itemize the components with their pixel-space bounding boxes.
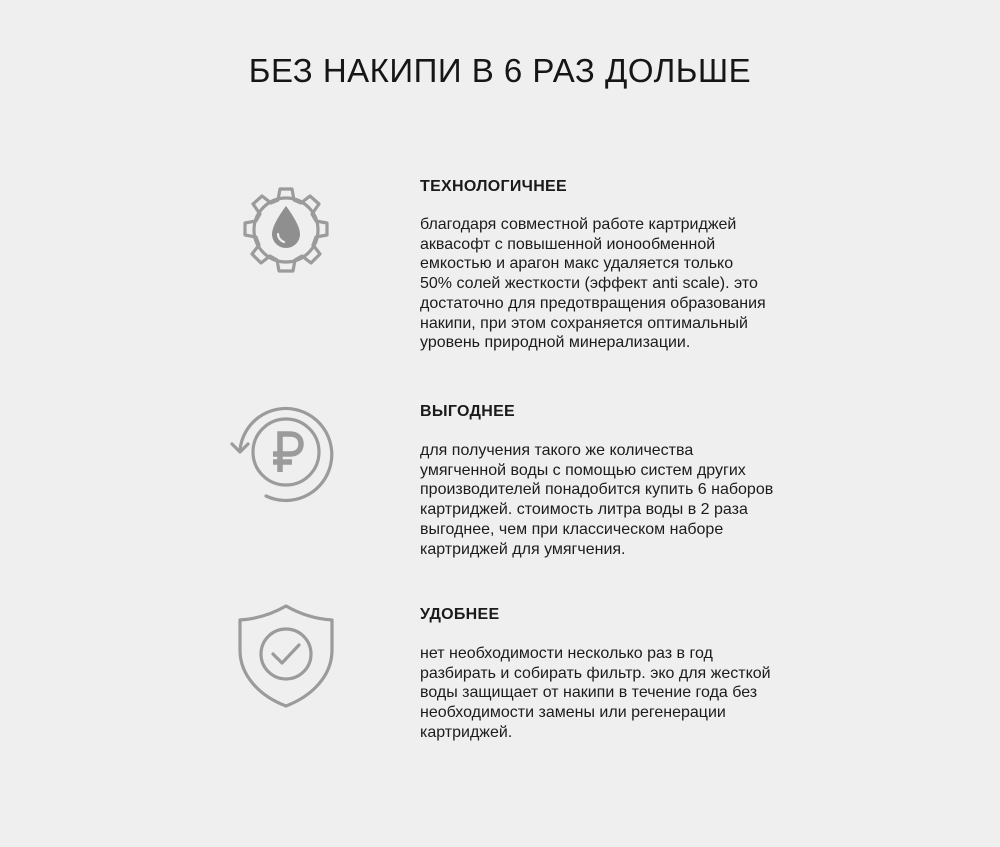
description-line: воды защищает от накипи в течение года без (420, 684, 758, 702)
description-line: аквасофт с повышенной ионообменной (420, 235, 716, 253)
shield-check-icon-svg (228, 602, 344, 718)
description-line: картриджей. стоимость литра воды в 2 раза (420, 501, 748, 519)
feature-heading: ВЫГОДНЕЕ (420, 403, 516, 420)
gear-drop-icon-svg (228, 172, 344, 288)
shield-check-icon (228, 602, 344, 718)
check-circle (261, 629, 311, 679)
description-line: для получения такого же количества (420, 442, 694, 459)
check-mark (273, 645, 299, 663)
gear-drop-icon (228, 172, 344, 288)
feature-description (420, 441, 820, 559)
feature-heading: ТЕХНОЛОГИЧНЕЕ (420, 178, 568, 195)
description-line: выгоднее, чем при классическом наборе (420, 520, 724, 538)
description-line: картриджей. (420, 723, 513, 741)
description-line: емкостью и арагон макс удаляется только (420, 255, 734, 273)
description-line: умягченной воды с помощью систем других (420, 461, 746, 479)
ruble-coin-icon-svg (228, 400, 344, 516)
description-line: разбирать и собирать фильтр. эко для жесткой (420, 664, 771, 682)
description-line: производителей понадобится купить 6 наборов (420, 481, 774, 499)
description-line: 50% солей жесткости (эффект anti scale). это (420, 275, 758, 293)
description-line: достаточно для предотвращения образования (420, 294, 766, 312)
feature-description (420, 215, 820, 353)
description-line: уровень природной минерализации. (420, 334, 691, 352)
page-title: БЕЗ НАКИПИ В 6 РАЗ ДОЛЬШЕ (248, 52, 752, 89)
water-drop (272, 206, 300, 248)
description-line: необходимости замены или регенерации (420, 704, 726, 722)
feature-description (420, 644, 820, 743)
ruble-sign (273, 434, 301, 472)
description-line: благодаря совместной работе картриджей (420, 216, 737, 233)
description-line: картриджей для умягчения. (420, 540, 626, 558)
shield-outline (240, 606, 332, 706)
ruble-coin-icon (228, 400, 344, 516)
description-line: нет необходимости несколько раз в год (420, 645, 713, 662)
feature-heading: УДОБНЕЕ (420, 606, 500, 623)
description-line: накипи, при этом сохраняется оптимальный (420, 314, 748, 332)
